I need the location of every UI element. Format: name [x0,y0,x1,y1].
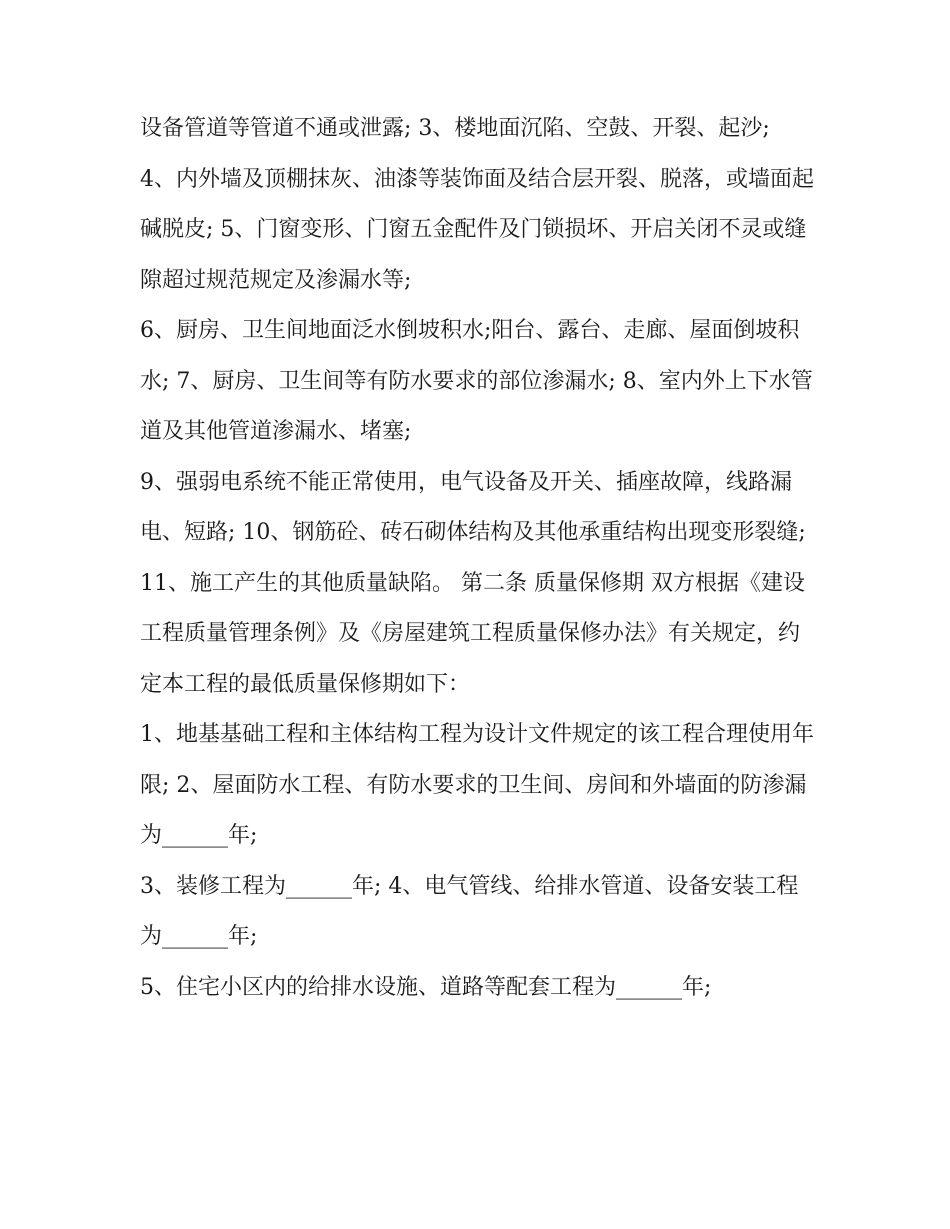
paragraph-defects-1-3: 设备管道等管道不通或泄露; 3、楼地面沉陷、空鼓、开裂、起沙; [140,116,770,141]
paragraph-defects-6-8: 6、厨房、卫生间地面泛水倒坡积水;阳台、露台、走廊、屋面倒坡积水; 7、厨房、卫生间等有防水要求的部位渗漏水; 8、室内外上下水管道及其他管道渗漏水、堵塞; [140,318,813,444]
paragraph-defects-9-10: 9、强弱电系统不能正常使用，电气设备及开关、插座故障，线路漏电、短路; 10、钢筋砼、砖石砌体结构及其他承重结构出现变形裂缝; [140,469,806,545]
paragraph-warranty-article: 11、施工产生的其他质量缺陷。 第二条 质量保修期 双方根据《建设工程质量管理条例》及《房屋建筑工程质量保修办法》有关规定，约定本工程的最低质量保修期如下： [140,570,805,697]
paragraph-warranty-1-2: 1、地基基础工程和主体结构工程为设计文件规定的该工程合理使用年限; 2、屋面防水工程、有防水要求的卫生间、房间和外墙面的防渗漏为______年; [140,722,814,848]
paragraph-warranty-3-4: 3、装修工程为______年; 4、电气管线、给排水管道、设备安装工程为______年; [140,873,799,949]
document-body [140,104,820,1013]
paragraph-defects-4-5: 4、内外墙及顶棚抹灰、油漆等装饰面及结合层开裂、脱落，或墙面起碱脱皮; 5、门窗变形、门窗五金配件及门锁损坏、开启关闭不灵或缝隙超过规范规定及渗漏水等; [140,166,814,293]
paragraph-warranty-5: 5、住宅小区内的给排水设施、道路等配套工程为______年; [140,974,712,1000]
